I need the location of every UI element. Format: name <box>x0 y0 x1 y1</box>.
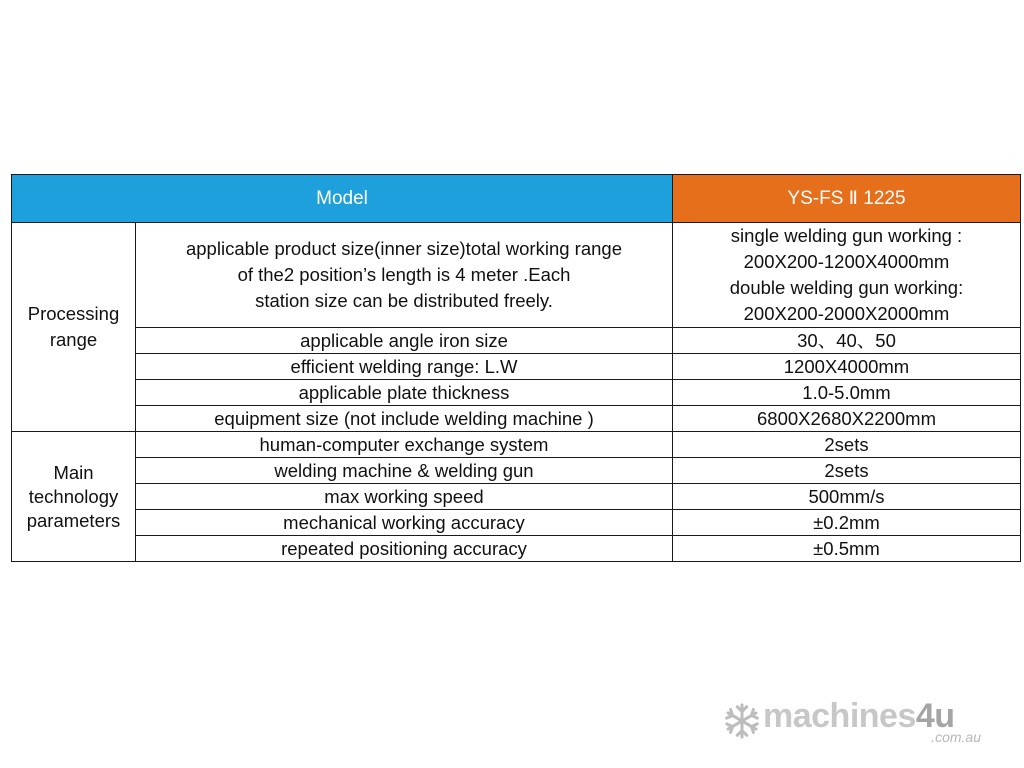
param-cell: max working speed <box>136 484 673 510</box>
param-cell: welding machine & welding gun <box>136 458 673 484</box>
value-cell: 500mm/s <box>673 484 1021 510</box>
table-row <box>12 458 1021 484</box>
machines4u-watermark-logo <box>723 697 993 746</box>
table-row <box>12 510 1021 536</box>
spec-table <box>11 174 1021 562</box>
value-cell: 1200X4000mm <box>673 354 1021 380</box>
table-row <box>12 354 1021 380</box>
brand-prefix: machines <box>763 697 916 735</box>
value-cell: 30、40、50 <box>673 328 1021 354</box>
brand-wordmark <box>763 697 955 736</box>
param-cell: applicable angle iron size <box>136 328 673 354</box>
header-model-cell: Model <box>12 175 673 223</box>
param-cell: human-computer exchange system <box>136 432 673 458</box>
value-cell: 2sets <box>673 432 1021 458</box>
param-cell: efficient welding range: L.W <box>136 354 673 380</box>
value-cell: ±0.2mm <box>673 510 1021 536</box>
value-cell: 6800X2680X2200mm <box>673 406 1021 432</box>
brand-domain: .com.au <box>931 729 981 745</box>
header-row <box>12 175 1021 223</box>
value-cell: single welding gun working : 200X200-1200X4000mm double welding gun working: 200X200-2000X2000mm <box>673 223 1021 328</box>
group-main-technology-parameters: Main technology parameters <box>12 432 136 562</box>
param-cell: equipment size (not include welding machine ) <box>136 406 673 432</box>
value-cell: ±0.5mm <box>673 536 1021 562</box>
table-row <box>12 432 1021 458</box>
value-cell: 1.0-5.0mm <box>673 380 1021 406</box>
table-row <box>12 536 1021 562</box>
brand-accent: 4u <box>915 697 955 735</box>
table-row <box>12 380 1021 406</box>
param-cell: applicable plate thickness <box>136 380 673 406</box>
table-row <box>12 223 1021 328</box>
snowflake-logo-icon <box>723 702 761 740</box>
param-cell: applicable product size(inner size)total working range of the2 position’s length is 4 meter .Each station size can be distributed freely. <box>136 223 673 328</box>
table-row <box>12 328 1021 354</box>
header-model-value-cell: YS-FS Ⅱ 1225 <box>673 175 1021 223</box>
value-cell: 2sets <box>673 458 1021 484</box>
group-processing-range: Processing range <box>12 223 136 432</box>
table-row <box>12 484 1021 510</box>
table-row <box>12 406 1021 432</box>
param-cell: mechanical working accuracy <box>136 510 673 536</box>
param-cell: repeated positioning accuracy <box>136 536 673 562</box>
